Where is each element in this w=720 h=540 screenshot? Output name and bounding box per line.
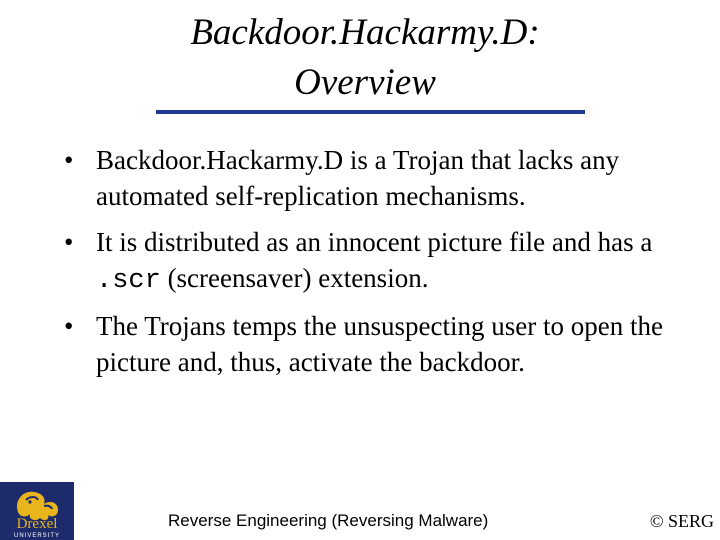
svg-text:UNIVERSITY: UNIVERSITY <box>13 533 61 539</box>
bullet-item <box>64 224 704 299</box>
slide-title-line2: Overview <box>294 62 436 103</box>
footer-course-title: Reverse Engineering (Reversing Malware) <box>168 511 489 530</box>
bullet-text: Backdoor.Hackarmy.D is a Trojan that lacks any automated self-replication mechanisms. <box>96 145 620 211</box>
bullet-marker: • <box>64 311 74 341</box>
bullet-text-after: (screensaver) extension. <box>160 263 429 293</box>
drexel-logo <box>0 482 74 540</box>
dragon-icon <box>0 482 74 540</box>
file-extension-code: .scr <box>96 266 161 296</box>
slide-title-line1: Backdoor.Hackarmy.D: <box>190 12 540 53</box>
bullet-text-before: It is distributed as an innocent picture file and has a <box>96 227 653 257</box>
bullet-marker: • <box>64 227 74 257</box>
bullet-marker: • <box>64 145 74 175</box>
svg-text:Drexel: Drexel <box>16 516 58 532</box>
footer-copyright: © SERG <box>649 511 714 531</box>
bullet-text: The Trojans temps the unsuspecting user to open the picture and, thus, activate the backdoor. <box>96 311 663 377</box>
slide-title <box>0 8 720 108</box>
bullet-item <box>64 308 704 380</box>
title-underline <box>156 110 585 114</box>
bullet-item <box>64 142 704 214</box>
